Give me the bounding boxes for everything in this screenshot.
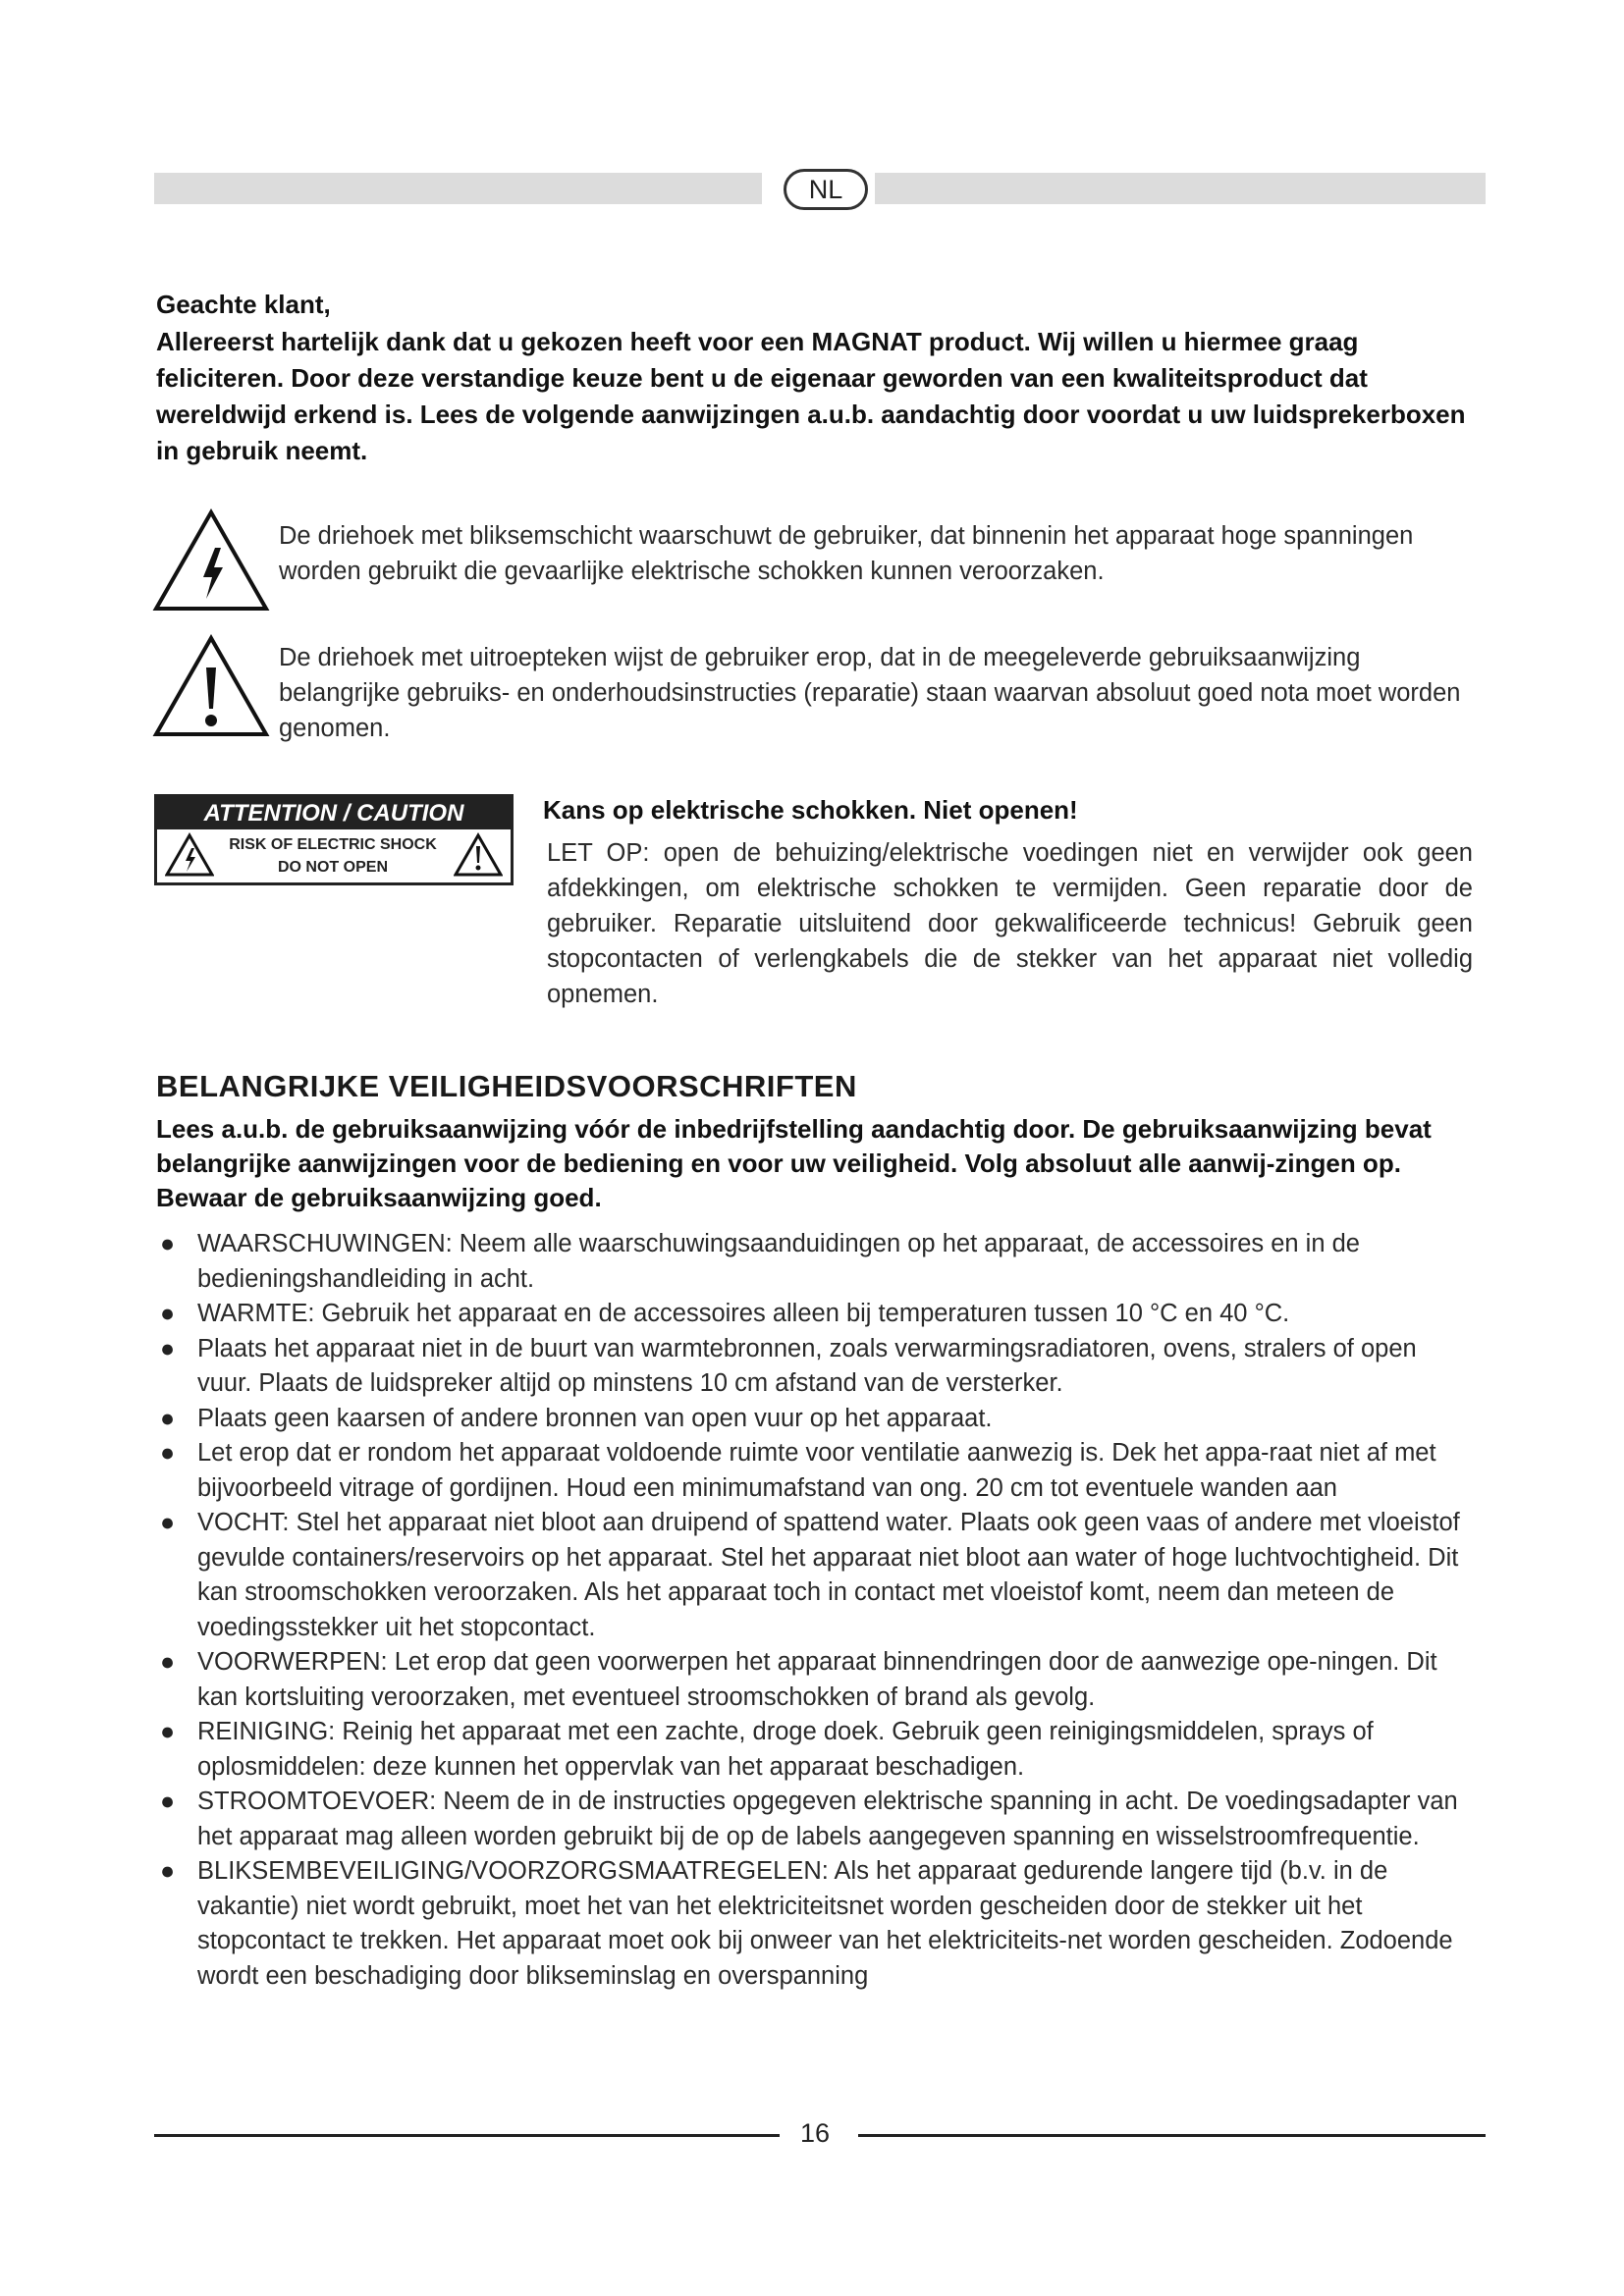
lightning-warning-icon	[152, 508, 270, 613]
header-bar-left	[154, 173, 762, 204]
shock-title: Kans op elektrische schokken. Niet openen!	[543, 795, 1078, 825]
exclamation-warning-icon	[152, 634, 270, 738]
section-heading: BELANGRIJKE VEILIGHEIDSVOORSCHRIFTEN	[156, 1069, 857, 1103]
lightning-warning-text: De driehoek met bliksemschicht waarschuwt de gebruiker, dat binnenin het apparaat hoge spanningen worden gebruikt die gevaarlijke elektrische schokken kunnen veroorzaken.	[279, 522, 1414, 585]
list-item: ● VOCHT: Stel het apparaat niet bloot aan druipend of spattend water. Plaats ook geen vaas of andere met vloeistof gevulde containers/reservoirs op het apparaat. Stel het apparaat niet bloot aan water of hoge luchtvochtigheid. Dit kan stroomschokken veroorzaken. Als het apparaat toch in contact met vloeistof komt, neem dan meteen de voedingsstekker uit het stopcontact.	[156, 1506, 1477, 1645]
page-number: 16	[799, 2118, 831, 2148]
intro-paragraph: Allereerst hartelijk dank dat u gekozen heeft voor een MAGNAT product. Wij willen u hiermee graag feliciteren. Door deze verstandige keuze bent u de eigenaar geworden van een kwaliteitsproduct dat wereldwijd erkend is. Lees de volgende aanwijzingen a.u.b. aandachtig door voordat u uw luidsprekerboxen in gebruik neemt.	[156, 327, 1466, 465]
footer-rule-left	[154, 2134, 780, 2137]
list-item: ● REINIGING: Reinig het apparaat met een zachte, droge doek. Gebruik geen reinigingsmiddelen, sprays of oplosmiddelen: deze kunnen het oppervlak van het apparaat beschadigen.	[156, 1715, 1477, 1785]
footer-rule-right	[858, 2134, 1486, 2137]
caution-exclamation-icon	[454, 832, 503, 878]
shock-text: LET OP: open de behuizing/elektrische voedingen niet en verwijder ook geen afdekkingen, om elektrische schokken te vermijden. Geen reparatie door de gebruiker. Reparatie uitsluitend door gekwalificeerde technicus! Gebruik geen stopcontacten of verlengkabels die de stekker van het apparaat niet volledig opnemen.	[547, 839, 1473, 1008]
bullet-icon: ●	[160, 1718, 176, 1745]
bullet-icon: ●	[160, 1404, 176, 1432]
list-item: ● WARMTE: Gebruik het apparaat en de accessoires alleen bij temperaturen tussen 10 °C en 40 °C.	[156, 1297, 1477, 1332]
caution-line-1: RISK OF ELECTRIC SHOCK	[229, 836, 437, 853]
bullet-icon: ●	[160, 1648, 176, 1676]
bullet-icon: ●	[160, 1439, 176, 1467]
language-badge: NL	[784, 169, 868, 210]
caution-heading: ATTENTION / CAUTION	[157, 797, 511, 829]
bullet-icon: ●	[160, 1230, 176, 1257]
safety-list	[156, 1227, 1477, 1994]
caution-label	[154, 794, 514, 885]
greeting: Geachte klant,	[156, 290, 331, 319]
bullet-icon: ●	[160, 1300, 176, 1327]
exclamation-warning-text: De driehoek met uitroepteken wijst de gebruiker erop, dat in de meegeleverde gebruiksaanwijzing belangrijke gebruiks- en onderhoudsinstructies (reparatie) staan waarvan absoluut goed nota moet worden genomen.	[279, 644, 1461, 742]
bullet-icon: ●	[160, 1509, 176, 1536]
caution-lightning-icon	[165, 832, 214, 878]
bullet-icon: ●	[160, 1857, 176, 1885]
list-item: ● Plaats het apparaat niet in de buurt van warmtebronnen, zoals verwarmingsradiatoren, ovens, stralers of open vuur. Plaats de luidspreker altijd op minstens 10 cm afstand van de versterker.	[156, 1332, 1477, 1402]
list-item: ● BLIKSEMBEVEILIGING/VOORZORGSMAATREGELEN: Als het apparaat gedurende langere tijd (b.v. in de vakantie) niet wordt gebruikt, moet het van het elektriciteitsnet worden gescheiden door de stekker uit het stopcontact te trekken. Het apparaat moet ook bij onweer van het elektriciteits-net worden gescheiden. Zodoende wordt een beschadiging door blikseminslag en overspanning	[156, 1854, 1477, 1994]
bullet-icon: ●	[160, 1334, 176, 1362]
bullet-icon: ●	[160, 1788, 176, 1815]
list-item: ● Plaats geen kaarsen of andere bronnen van open vuur op het apparaat.	[156, 1402, 1477, 1437]
list-item: ● WAARSCHUWINGEN: Neem alle waarschuwingsaanduidingen op het apparaat, de accessoires en in de bedieningshandleiding in acht.	[156, 1227, 1477, 1297]
section-intro: Lees a.u.b. de gebruiksaanwijzing vóór de inbedrijfstelling aandachtig door. De gebruiksaanwijzing bevat belangrijke aanwijzingen voor de bediening en voor uw veiligheid. Volg absoluut alle aanwij-zingen op. Bewaar de gebruiksaanwijzing goed.	[156, 1114, 1432, 1212]
header-bar-right	[875, 173, 1486, 204]
list-item: ● Let erop dat er rondom het apparaat voldoende ruimte voor ventilatie aanwezig is. Dek het appa-raat niet af met bijvoorbeeld vitrage of gordijnen. Houd een minimumafstand van ong. 20 cm tot eventuele wanden aan	[156, 1436, 1477, 1506]
list-item: ● STROOMTOEVOER: Neem de in de instructies opgegeven elektrische spanning in acht. De voedingsadapter van het apparaat mag alleen worden gebruikt bij de op de labels aangegeven spanning en wisselstroomfrequentie.	[156, 1785, 1477, 1854]
list-item: ● VOORWERPEN: Let erop dat geen voorwerpen het apparaat binnendringen door de aanwezige ope-ningen. Dit kan kortsluiting veroorzaken, met eventueel stroomschokken of brand als gevolg.	[156, 1645, 1477, 1715]
caution-line-2: DO NOT OPEN	[277, 859, 388, 876]
